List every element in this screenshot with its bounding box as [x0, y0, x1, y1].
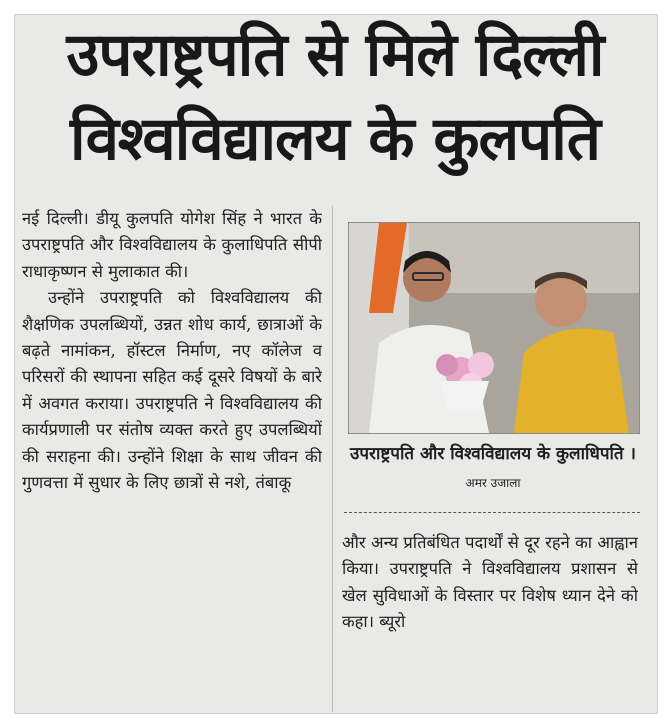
- photo-caption: [346, 440, 640, 497]
- dashed-divider: [344, 512, 640, 513]
- photo-credit: अमर उजाला: [465, 476, 521, 490]
- article-paragraph-3: और अन्य प्रतिबंधित पदार्थों से दूर रहने का आह्वान किया। उपराष्ट्रपति ने विश्वविद्यालय प्रशासन से खेल सुविधाओं के विस्तार पर विशेष ध्यान देने को कहा। ब्यूरो: [342, 533, 638, 632]
- photo-illustration: [349, 223, 639, 433]
- headline-line-1: उपराष्ट्रपति से मिले दिल्ली: [66, 20, 604, 90]
- article-right-column: [342, 530, 638, 712]
- article-paragraph-1: नई दिल्ली। डीयू कुलपति योगेश सिंह ने भारत के उपराष्ट्रपति और विश्वविद्यालय के कुलाधिपति सीपी राधाकृष्णन से मुलाकात की।: [22, 209, 322, 281]
- article-left-column: [22, 206, 322, 714]
- article-paragraph-2: उन्होंने उपराष्ट्रपति को विश्वविद्यालय की शैक्षणिक उपलब्धियों, उन्नत शोध कार्य, छात्राओं के बढ़ते नामांकन, हॉस्टल निर्माण, नए कॉलेज व परिसरों की स्थापना सहित कई दूसरे विषयों के बारे में अवगत कराया। उपराष्ट्रपति ने विश्वविद्यालय की कार्यप्रणाली पर संतोष व्यक्त करते हुए उपलब्धियों की सराहना की। उन्होंने शिक्षा के साथ जीवन की गुणवत्ता में सुधार के लिए छात्रों से नशे, तंबाकू: [22, 288, 322, 493]
- headline-line-2: विश्वविद्यालय के कुलपति: [70, 104, 600, 174]
- caption-text: उपराष्ट्रपति और विश्वविद्यालय के कुलाधिपति ।: [350, 444, 636, 464]
- news-photo: [348, 222, 640, 434]
- column-rule: [332, 206, 333, 712]
